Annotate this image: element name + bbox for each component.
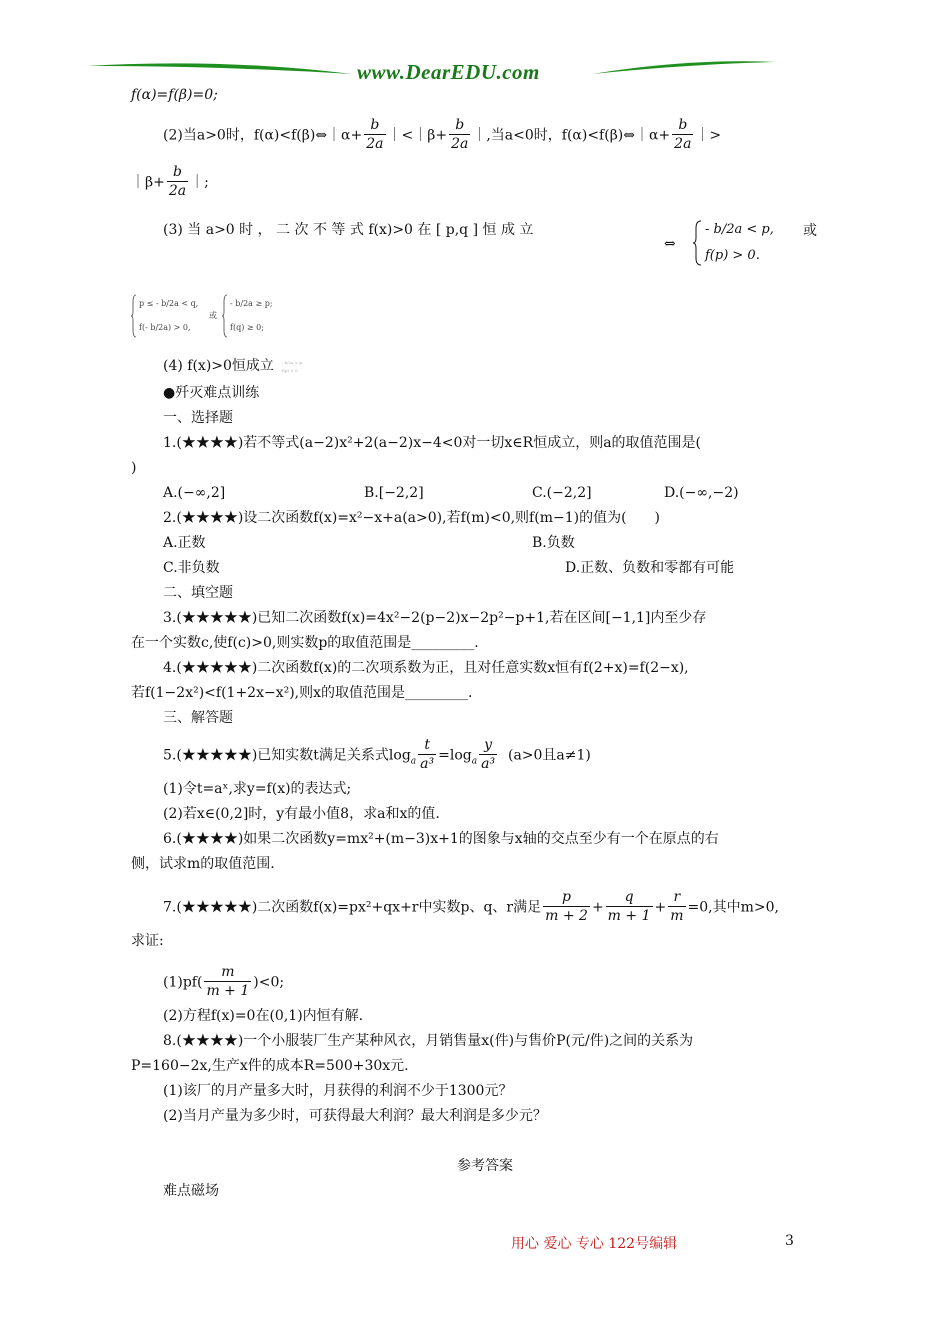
system-row-1: - b/2a ≥ p; [230,299,273,308]
option-c: C.(−2,2] [532,485,592,501]
option-b: B.[−2,2] [364,485,424,501]
question-7-cont: 求证: [131,933,164,949]
section-heading: ●歼灭难点训练 [163,385,260,401]
question-6-cont: 侧，试求m的取值范围. [131,856,275,872]
question-8-part-2: (2)当月产量为多少时，可获得最大利润？最大利润是多少元？ [163,1108,547,1124]
question-2: 2.(★★★★)设二次函数f(x)=x²−x+a(a>0),若f(m)<0,则f(m−1)的值为( ) [163,510,660,526]
question-3: 3.(★★★★★)已知二次函数f(x)=4x²−2(p−2)x−2p²−p+1,若在区间[−1,1]内至少存 [163,610,707,626]
question-7: 7.(★★★★★)二次函数f(x)=px²+qx+r中实数p、q、r满足 $\frac{p}{m + 2}$ + $\frac{q}{m + 1}$ + $\frac{r}{m}$ =0,其中m>0, [163,889,779,924]
question-5: 5.(★★★★★)已知实数t满足关系式$\log_a$ $\frac{t}{\text{a³}}$ $=\log_a$ $\frac{y}{\text{a³}}$ (a>0且a≠1) [163,737,591,772]
answers-heading: 参考答案 [457,1158,513,1174]
system-brace [693,220,703,266]
section-title: 三、解答题 [163,710,233,726]
section-title: 二、填空题 [163,585,233,601]
fraction: $\frac{p}{m + 2}$ [545,889,588,924]
system-row-2: f(- b/2a) > 0, [139,323,191,332]
question-4-cont: 若f(1−2x²)<f(1+2x−x²),则x的取值范围是_________. [131,685,473,701]
header-swoosh-right [592,61,776,74]
system-brace [222,294,228,338]
fraction: $\frac{b}{2a}$ [168,164,187,199]
or-word: 或 [209,311,217,320]
question-4: 4.(★★★★★)二次函数f(x)的二次项系数为正，且对任意实数x恒有f(2+x)=f(2−x), [163,660,689,676]
question-6: 6.(★★★★)如果二次函数y=mx²+(m−3)x+1的图象与x轴的交点至少有一个在原点的右 [163,831,719,847]
line-4: (3) 当 a>0 时 ， 二 次 不 等 式 f(x)>0 在 [ p,q ] 恒 成 立 [163,222,534,238]
question-5-part-2: (2)若x∈(0,2]时，y有最小值8，求a和x的值. [163,806,440,822]
or-word: 或 [803,223,817,239]
question-1-paren: ) [131,460,137,476]
option-a: A.正数 [163,535,206,551]
fraction: $\frac{t}{\text{a³}}$ [420,737,435,772]
option-b: B.负数 [532,535,575,551]
equivalence-arrow: ⇔ [664,236,676,252]
option-c: C.非负数 [163,560,220,576]
line-1: f(α)=f(β)=0; [131,87,218,103]
system-brace [131,294,137,338]
section-title: 一、选择题 [163,410,233,426]
option-d: D.正数、负数和零都有可能 [565,560,735,576]
option-a: A.(−∞,2] [163,485,226,501]
fraction: $\frac{b}{2a}$ [674,117,692,152]
question-8-part-1: (1)该厂的月产量多大时，月获得的利润不少于1300元？ [163,1083,513,1099]
line-5: (4) f(x)>0恒成立 [163,358,274,374]
fraction: $\frac{q}{m + 1}$ [607,889,651,924]
fraction: $\frac{b}{2a}$ [366,117,384,152]
page-number: 3 [785,1233,794,1249]
question-5-part-1: (1)令t=aˣ,求y=f(x)的表达式; [163,781,352,797]
fraction: $\frac{r}{m}$ [670,889,684,924]
system-row-1: p ≤ - b/2a < q, [139,299,199,308]
line-3: ｜β+ $\frac{b}{2a}$ ｜; [131,164,209,199]
option-d: D.(−∞,−2) [664,485,739,501]
system-row-1: - b/2a < p, [705,222,774,237]
fraction: $\frac{m}{m + 1}$ [206,964,250,999]
faint-formula: f(p) > 0. [282,368,299,373]
fraction: $\frac{y}{\text{a³}}$ [481,737,496,772]
question-8-cont: P=160−2x,生产x件的成本R=500+30x元. [131,1058,409,1074]
question-7-part-2: (2)方程f(x)=0在(0,1)内恒有解. [163,1008,364,1024]
header-swoosh-left [88,63,352,74]
fraction: $\frac{b}{2a}$ [451,117,469,152]
system-row-2: f(q) ≥ 0; [230,323,264,332]
question-3-cont: 在一个实数c,使f(c)>0,则实数p的取值范围是_________. [131,635,479,651]
line-2: (2)当a>0时，f(α)<f(β)⇔｜α+ $\frac{b}{2a}$ ｜<｜β+ $\frac{b}{2a}$ ｜,当a<0时，f(α)<f(β)⇔｜α+ $\frac{b}{2a}$ ｜> [163,117,722,152]
faint-formula: - b/2a < p, [282,360,304,365]
question-7-part-1: (1)pf( $\frac{m}{m + 1}$ )<0; [163,964,285,999]
header-site-logo: www.DearEDU.com [357,60,540,84]
question-8: 8.(★★★★)一个小服装厂生产某种风衣，月销售量x(件)与售价P(元/件)之间的关系为 [163,1033,694,1049]
footer-text: 用心 爱心 专心 122号编辑 [511,1236,678,1252]
question-1: 1.(★★★★)若不等式(a−2)x²+2(a−2)x−4<0对一切x∈R恒成立，则a的取值范围是( [163,435,702,451]
answers-subheading: 难点磁场 [163,1183,219,1199]
system-row-2: f(p) > 0. [705,248,760,263]
